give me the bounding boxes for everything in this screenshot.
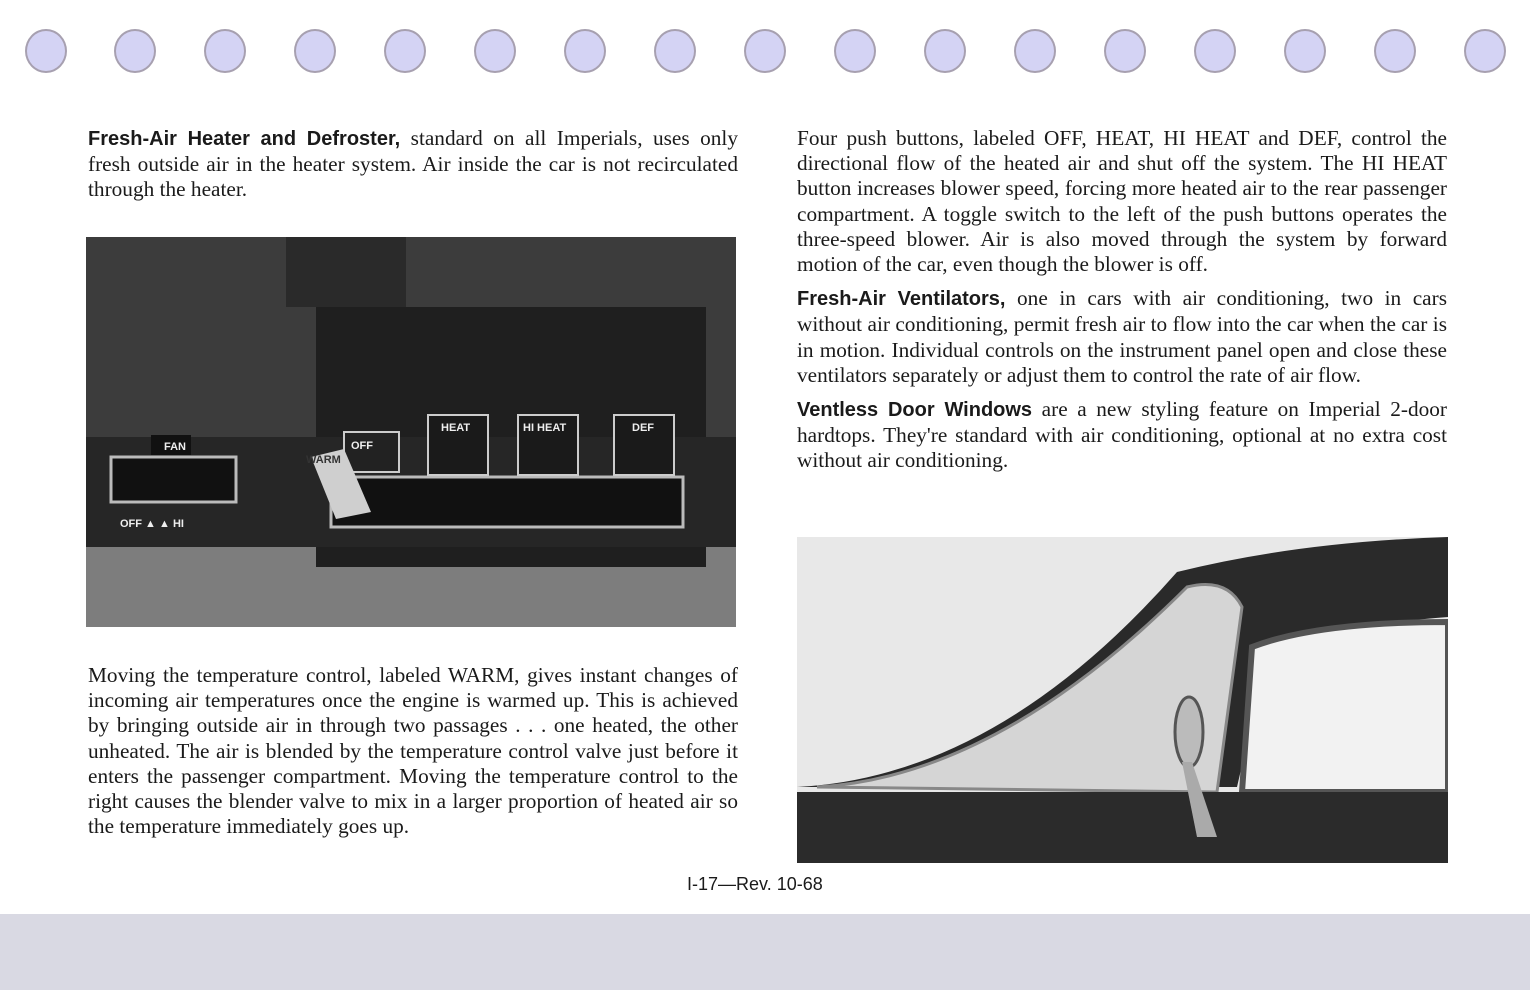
left-intro: [88, 126, 738, 212]
heater-text: standard on all Imperials, uses only fresh outside air in the heater system. Air inside the car is not recirculated through the heater.: [88, 126, 738, 202]
heater-controls-photo: [86, 237, 736, 627]
fan-speed-label: OFF ▲ ▲ HI: [120, 518, 184, 530]
ventilators-heading: Fresh-Air Ventilators,: [797, 288, 1006, 311]
binder-hole: [1104, 29, 1146, 73]
left-body: [88, 663, 738, 848]
binder-hole: [564, 29, 606, 73]
heater-heading: Fresh-Air Heater and Defroster,: [88, 128, 401, 150]
ventilators-paragraph: [797, 286, 1447, 388]
ventless-text: are a new styling feature on Imperial 2-door hardtops. They're standard with air conditioning, optional at no extra cost without air conditioning.: [797, 397, 1448, 473]
binder-hole: [1374, 29, 1416, 73]
binder-hole: [834, 29, 876, 73]
ventless-paragraph: [797, 397, 1447, 474]
binder-hole: [384, 29, 426, 73]
binder-hole: [25, 29, 67, 73]
binder-hole: [924, 29, 966, 73]
def-button-label: DEF: [632, 422, 654, 434]
page-number: I-17—Rev. 10-68: [687, 874, 823, 894]
binder-hole: [474, 29, 516, 73]
binder-hole: [294, 29, 336, 73]
binder-hole: [1014, 29, 1056, 73]
push-buttons-paragraph: Four push buttons, labeled OFF, HEAT, HI HEAT and DEF, control the directional flow of the heated air and shut off the system. The HI HEAT button increases blower speed, forcing more heated air to the rear passenger compartment. A toggle switch to the left of the push buttons operates the three-speed blower. Air is also moved through the system by forward motion of the car, even though the blower is off.: [797, 126, 1447, 277]
fan-label: FAN: [164, 441, 186, 453]
heat-button-label: HEAT: [441, 422, 471, 434]
door-window-photo: [797, 537, 1448, 863]
warm-label: WARM: [306, 454, 341, 466]
binder-hole: [1194, 29, 1236, 73]
temperature-paragraph: Moving the temperature control, labeled WARM, gives instant changes of incoming air temperatures once the engine is warmed up. This is achieved by bringing outside air in through two passages . . . one heated, the other unheated. The air is blended by the temperature control valve just before it enters the passenger compartment. Moving the temperature control to the right causes the blender valve to mix in a larger proportion of heated air so the temperature immediately goes up.: [88, 663, 738, 839]
right-column: [797, 126, 1447, 483]
binder-hole: [1284, 29, 1326, 73]
binder-hole: [114, 29, 156, 73]
binder-hole: [1464, 29, 1506, 73]
off-button-label: OFF: [351, 440, 373, 452]
ventilators-text: one in cars with air conditioning, two in cars without air conditioning, permit fresh air to flow into the car when the car is in motion. Individual controls on the instrument panel open and close these ventilators separately or adjust them to control the rate of air flow.: [797, 286, 1448, 387]
binder-hole: [654, 29, 696, 73]
binder-hole: [744, 29, 786, 73]
binder-hole: [204, 29, 246, 73]
hi-heat-button-label: HI HEAT: [523, 422, 567, 434]
ventless-heading: Ventless Door Windows: [797, 399, 1033, 422]
bottom-margin-band: [0, 914, 1530, 990]
heater-paragraph: [88, 126, 738, 203]
